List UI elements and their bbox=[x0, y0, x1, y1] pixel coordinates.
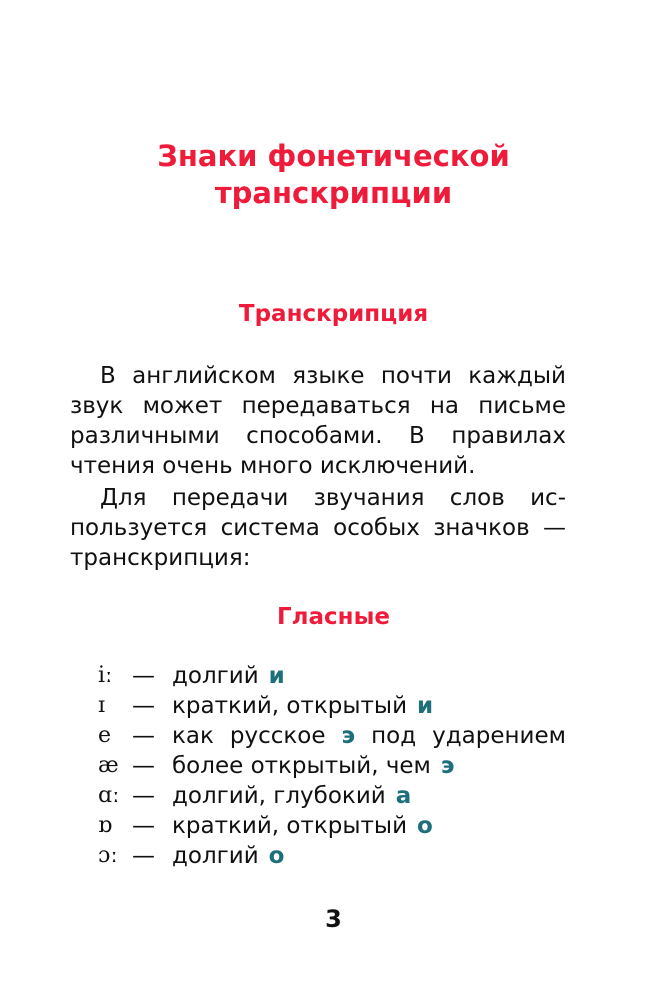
vowel-row bbox=[0, 721, 667, 751]
description-text: краткий, открытый bbox=[172, 813, 408, 839]
vowel-description bbox=[172, 691, 433, 721]
paragraph-1 bbox=[70, 361, 566, 481]
paragraph-line: Для передачи звучания слов ис- bbox=[100, 485, 566, 511]
vowel-description bbox=[172, 751, 455, 781]
paragraph-line: различными способами. В правилах bbox=[70, 423, 566, 449]
dash: — bbox=[132, 693, 155, 719]
highlight-letter: и bbox=[268, 663, 285, 689]
vowel-list bbox=[0, 661, 667, 871]
dash: — bbox=[132, 813, 155, 839]
vowel-description bbox=[172, 661, 285, 691]
vowel-row bbox=[0, 781, 667, 811]
vowel-symbol: æ bbox=[98, 753, 119, 778]
highlight-letter: о bbox=[268, 843, 285, 869]
paragraph-line: звук может передаваться на письме bbox=[70, 393, 566, 419]
page-title-line-2: транскрипции bbox=[214, 176, 453, 210]
paragraph-2 bbox=[70, 483, 566, 573]
dash: — bbox=[132, 783, 155, 809]
page-title-line-1: Знаки фонетической bbox=[157, 139, 510, 173]
paragraph-line: транскрипция: bbox=[70, 545, 251, 571]
dash: — bbox=[132, 663, 155, 689]
vowel-symbol: ɒ bbox=[98, 813, 113, 838]
dash: — bbox=[132, 843, 155, 869]
highlight-letter: э bbox=[440, 753, 455, 779]
page-title bbox=[0, 138, 667, 212]
dash: — bbox=[132, 753, 155, 779]
highlight-letter: а bbox=[395, 783, 412, 809]
vowel-row bbox=[0, 691, 667, 721]
description-text: долгий, глубокий bbox=[172, 783, 386, 809]
paragraph-line: В английском языке почти каждый bbox=[100, 363, 566, 389]
section-heading-vowels: Гласные bbox=[277, 604, 390, 630]
description-text: долгий bbox=[172, 843, 259, 869]
vowel-symbol: e bbox=[98, 723, 112, 748]
vowel-row bbox=[0, 751, 667, 781]
description-text: долгий bbox=[172, 663, 259, 689]
vowel-row bbox=[0, 841, 667, 871]
vowel-symbol: ɪ bbox=[98, 693, 106, 718]
description-text: краткий, открытый bbox=[172, 693, 408, 719]
section-heading-transcription: Транскрипция bbox=[238, 301, 429, 327]
vowel-description bbox=[172, 781, 411, 811]
highlight-letter: э bbox=[341, 723, 356, 749]
vowel-symbol: ɔː bbox=[98, 843, 118, 868]
paragraph-line: чтения очень много исключений. bbox=[70, 453, 476, 479]
description-text: более открытый, чем bbox=[172, 753, 431, 779]
vowel-symbol: ɑː bbox=[98, 783, 120, 808]
vowel-row bbox=[0, 811, 667, 841]
highlight-letter: и bbox=[417, 693, 434, 719]
vowel-description bbox=[172, 811, 433, 841]
paragraph-line: пользуется система особых значков — bbox=[70, 515, 566, 541]
vowel-description bbox=[172, 841, 284, 871]
description-text: как русское bbox=[172, 723, 326, 749]
description-text-after: под ударением bbox=[371, 723, 566, 749]
vowel-description bbox=[172, 721, 566, 751]
vowel-symbol: iː bbox=[98, 663, 113, 688]
vowel-row bbox=[0, 661, 667, 691]
dash: — bbox=[132, 723, 155, 749]
page-number: 3 bbox=[325, 905, 342, 933]
highlight-letter: о bbox=[417, 813, 433, 839]
